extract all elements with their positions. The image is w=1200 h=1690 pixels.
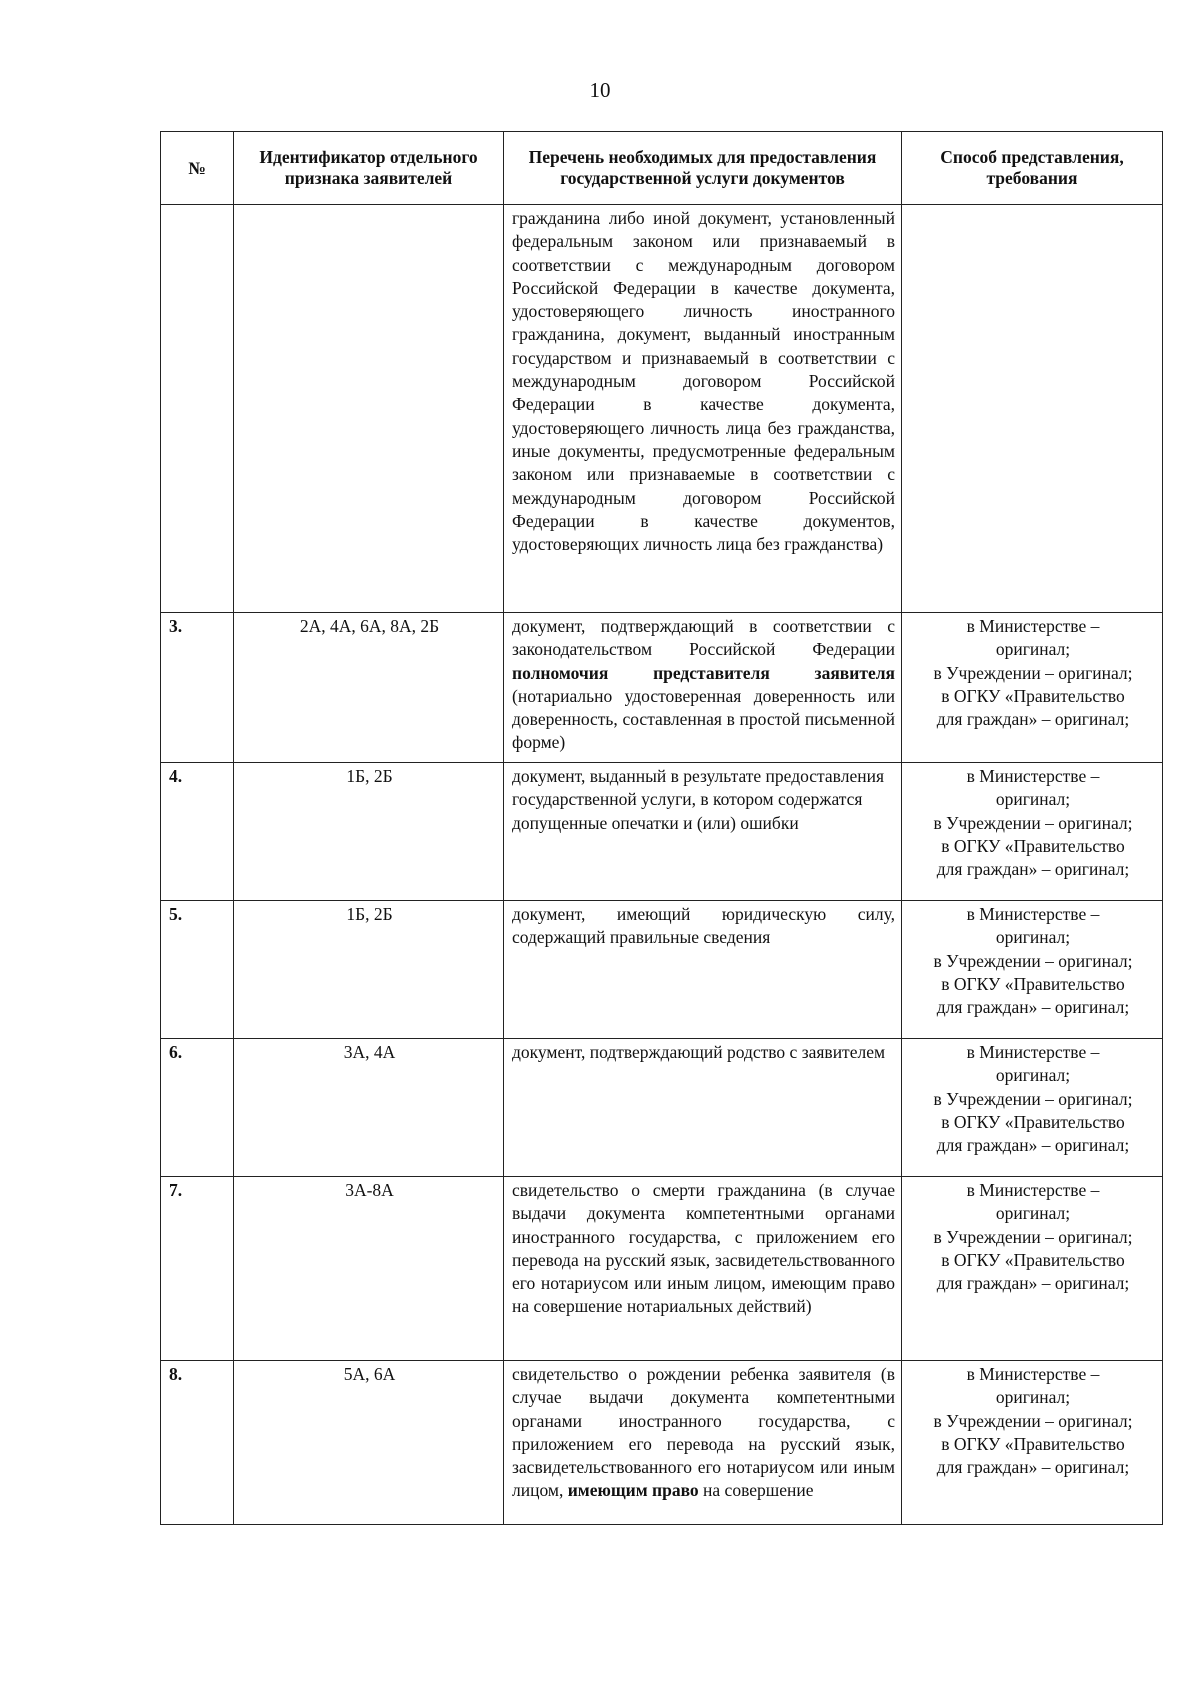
cell-identifier <box>234 205 504 613</box>
row-identifier: 3А-8А <box>234 1177 504 1361</box>
row-number: 6. <box>161 1039 234 1177</box>
header-identifier: Идентификатор отдельного признака заявителей <box>234 132 504 205</box>
header-documents: Перечень необходимых для предоставления государственной услуги документов <box>504 132 902 205</box>
row-method: в Министерстве – оригинал; в Учреждении – оригинал; в ОГКУ «Правительство для граждан» – оригинал; <box>902 1039 1163 1177</box>
row-documents: документ, выданный в результате предоставления государственной услуги, в котором содержатся допущенные опечатки и (или) ошибки <box>504 763 902 901</box>
page-number: 10 <box>589 78 611 102</box>
table-row <box>161 613 1163 763</box>
row-identifier: 3А, 4А <box>234 1039 504 1177</box>
row-method: в Министерстве – оригинал; в Учреждении – оригинал; в ОГКУ «Правительство для граждан» – оригинал; <box>902 1361 1163 1525</box>
row-documents: свидетельство о рождении ребенка заявителя (в случае выдачи документа компетентными органами иностранного государства, с приложением его перевода на русский язык, засвидетельствованного его нотариусом или иным лицом, имеющим право на совершение <box>504 1361 902 1525</box>
row-identifier: 5А, 6А <box>234 1361 504 1525</box>
row-documents: документ, подтверждающий родство с заявителем <box>504 1039 902 1177</box>
row-documents: свидетельство о смерти гражданина (в случае выдачи документа компетентными органами иностранного государства, с приложением его перевода на русский язык, засвидетельствованного его нотариусом или иным лицом, имеющим право на совершение нотариальных действий) <box>504 1177 902 1361</box>
row-identifier: 1Б, 2Б <box>234 763 504 901</box>
header-number: № <box>161 132 234 205</box>
table-row <box>161 1039 1163 1177</box>
header-method: Способ представления, требования <box>902 132 1163 205</box>
row-number: 8. <box>161 1361 234 1525</box>
row-number: 3. <box>161 613 234 763</box>
table-row <box>161 901 1163 1039</box>
documents-table <box>160 131 1163 1525</box>
row-number: 7. <box>161 1177 234 1361</box>
cell-method <box>902 205 1163 613</box>
row-method: в Министерстве – оригинал; в Учреждении – оригинал; в ОГКУ «Правительство для граждан» – оригинал; <box>902 763 1163 901</box>
table-row <box>161 1177 1163 1361</box>
table-row <box>161 763 1163 901</box>
row-method: в Министерстве – оригинал; в Учреждении – оригинал; в ОГКУ «Правительство для граждан» – оригинал; <box>902 901 1163 1039</box>
row-documents: документ, имеющий юридическую силу, содержащий правильные сведения <box>504 901 902 1039</box>
row-documents: документ, подтверждающий в соответствии с законодательством Российской Федерации полномочия представителя заявителя (нотариально удостоверенная доверенность или доверенность, составленная в простой письменной форме) <box>504 613 902 763</box>
table-header-row <box>161 132 1163 205</box>
row-number: 4. <box>161 763 234 901</box>
row-method: в Министерстве – оригинал; в Учреждении – оригинал; в ОГКУ «Правительство для граждан» – оригинал; <box>902 1177 1163 1361</box>
row-identifier: 1Б, 2Б <box>234 901 504 1039</box>
row-number: 5. <box>161 901 234 1039</box>
cell-number <box>161 205 234 613</box>
row-method: в Министерстве – оригинал; в Учреждении – оригинал; в ОГКУ «Правительство для граждан» – оригинал; <box>902 613 1163 763</box>
table-row <box>161 1361 1163 1525</box>
cell-documents: гражданина либо иной документ, установленный федеральным законом или признаваемый в соответствии с международным договором Российской Федерации в качестве документа, удостоверяющего личность иностранного гражданина, документ, выданный иностранным государством и признаваемый в соответствии с международным договором Российской Федерации в качестве документа, удостоверяющего личность лица без гражданства, иные документы, предусмотренные федеральным законом или признаваемые в соответствии с международным договором Российской Федерации в качестве документов, удостоверяющих личность лица без гражданства) <box>504 205 902 613</box>
table-row-continuation <box>161 205 1163 613</box>
row-identifier: 2А, 4А, 6А, 8А, 2Б <box>234 613 504 763</box>
